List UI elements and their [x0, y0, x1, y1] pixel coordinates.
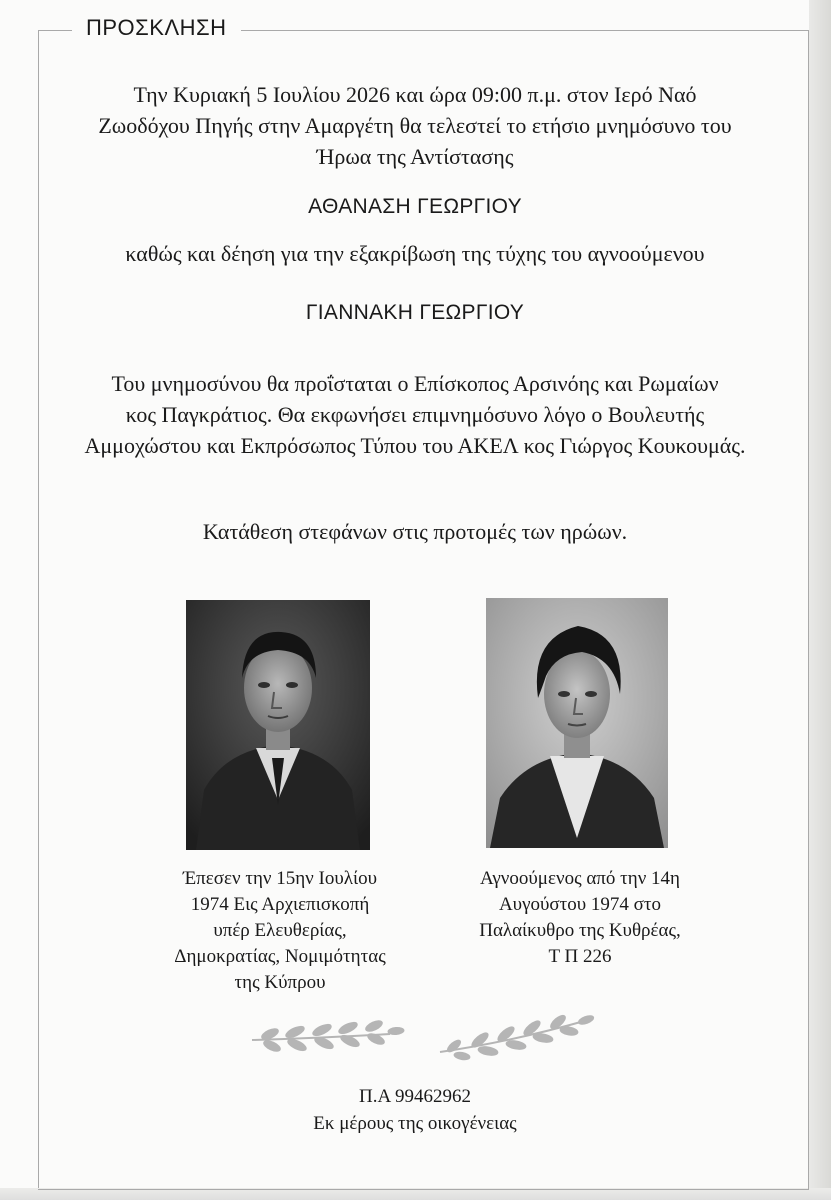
laurel-branch-left-icon	[252, 1019, 404, 1054]
laurel-branch-right-icon	[440, 1013, 595, 1061]
footer	[200, 1083, 630, 1137]
invitation-title: ΠΡΟΣΚΛΗΣΗ	[72, 15, 241, 41]
petition-line: καθώς και δέηση για την εξακρίβωση της τύχης του αγνοούμενου	[125, 241, 705, 266]
family-signature: Εκ μέρους της οικογένειας	[313, 1113, 517, 1134]
caption-line: Αυγούστου 1974 στο	[498, 894, 662, 915]
missing-person-name: ΓΙΑΝΝΑΚΗ ΓΕΩΡΓΙΟΥ	[305, 301, 525, 324]
laurel-ornament	[240, 1012, 600, 1062]
wreath-laying-line: Κατάθεση στεφάνων στις προτομές των ηρώων.	[202, 519, 628, 544]
border-frame-left	[38, 30, 39, 1188]
caption-line: Τ Π 226	[548, 946, 612, 967]
caption-line: της Κύπρου	[234, 972, 326, 993]
intro-line: Ζωοδόχου Πηγής στην Αμαργέτη θα τελεστεί το ετήσιο μνημόσυνο του	[98, 113, 732, 138]
caption-line: Παλαίκυθρο της Κυθρέας,	[479, 920, 681, 941]
intro-line: Ήρωα της Αντίστασης	[316, 144, 514, 169]
portrait-giannakis	[486, 598, 668, 848]
officiants-line: Του μνημοσύνου θα προΐσταται ο Επίσκοπος Αρσινόης και Ρωμαίων	[111, 371, 719, 396]
hero-name: ΑΘΑΝΑΣΗ ΓΕΩΡΓΙΟΥ	[308, 195, 522, 218]
officiants-line: κος Παγκράτιος. Θα εκφωνήσει επιμνημόσυνο λόγο ο Βουλευτής	[125, 402, 705, 427]
right-portrait-caption	[450, 866, 710, 970]
intro-line: Την Κυριακή 5 Ιουλίου 2026 και ώρα 09:00 π.μ. στον Ιερό Ναό	[133, 82, 697, 107]
caption-line: υπέρ Ελευθερίας,	[213, 920, 347, 941]
officiants-line: Αμμοχώστου και Εκπρόσωπος Τύπου του ΑΚΕΛ κος Γιώργος Κουκουμάς.	[84, 433, 746, 458]
contact-number: Π.Α 99462962	[359, 1086, 471, 1107]
officiants-paragraph	[50, 368, 780, 461]
caption-line: Έπεσεν την 15ην Ιουλίου	[183, 868, 377, 889]
caption-line: Αγνοούμενος από την 14η	[480, 868, 680, 889]
caption-line: 1974 Εις Αρχιεπισκοπή	[190, 894, 370, 915]
left-portrait-caption	[150, 866, 410, 996]
portrait-athanasis	[186, 600, 370, 850]
paper-edge-right	[809, 0, 831, 1200]
caption-line: Δημοκρατίας, Νομιμότητας	[174, 946, 386, 967]
intro-paragraph	[50, 79, 780, 172]
